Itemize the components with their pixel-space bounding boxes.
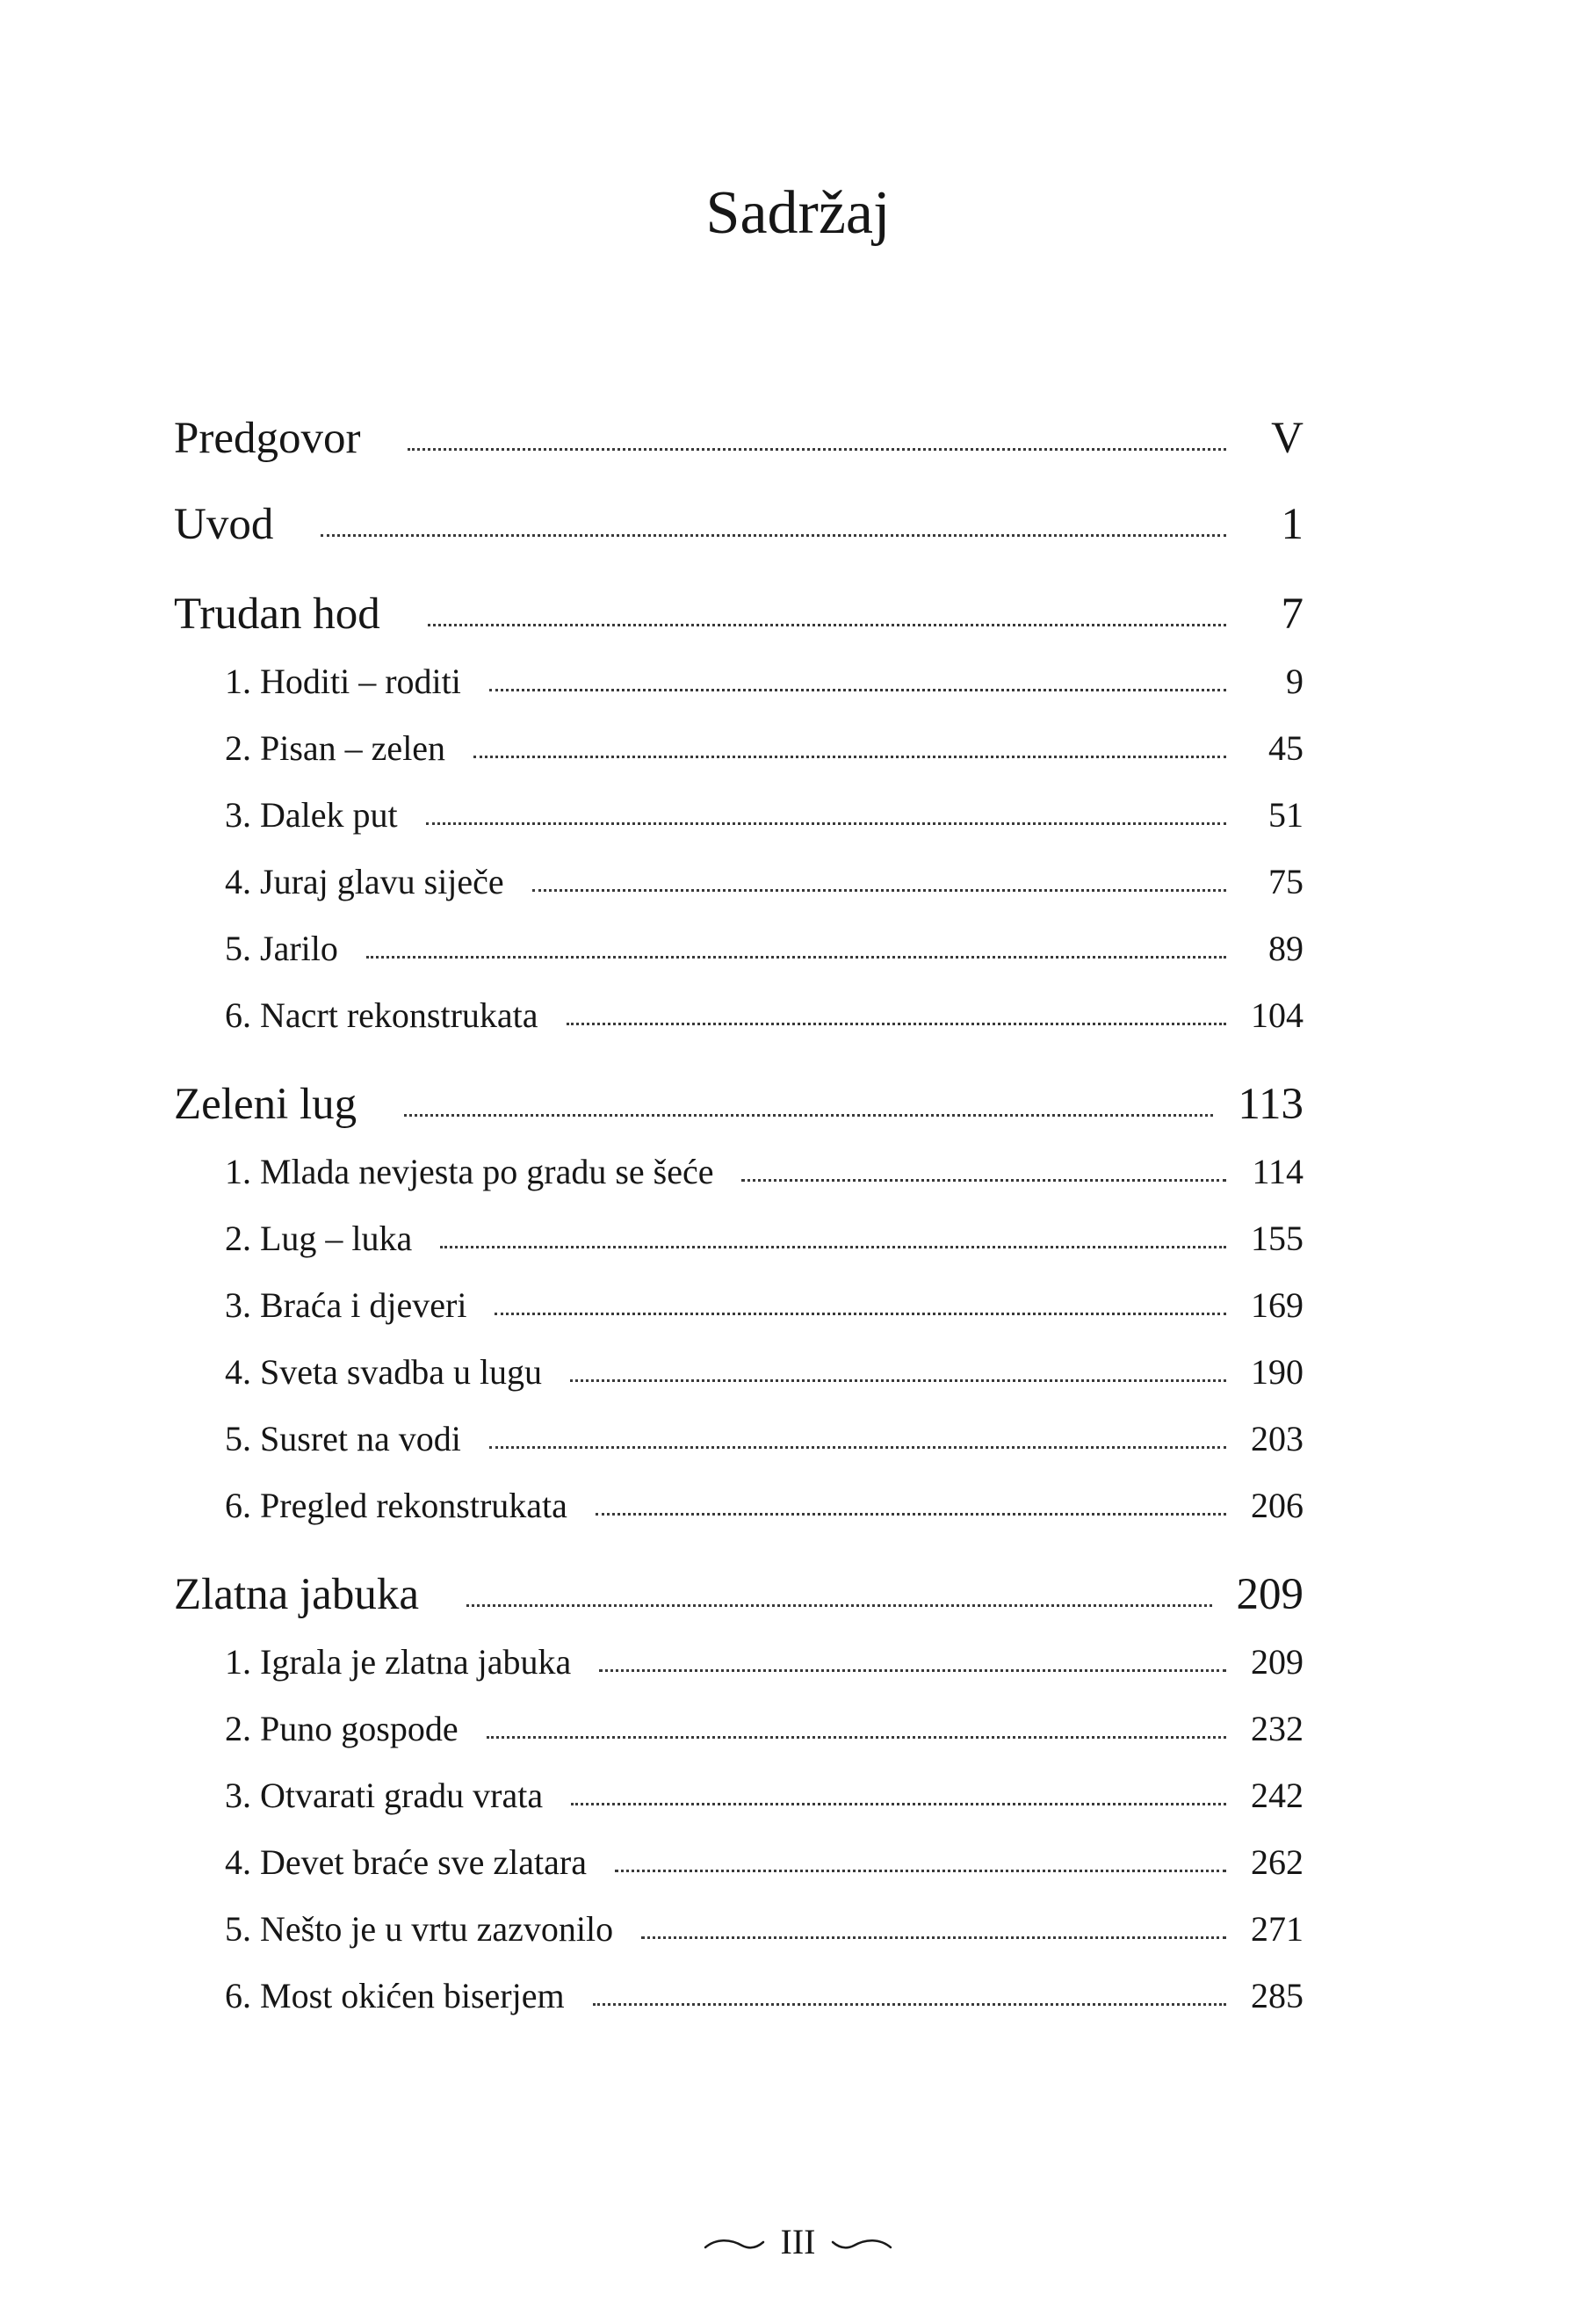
toc-chapter-title: 3. Otvarati gradu vrata	[225, 1776, 544, 1815]
toc-chapter[interactable]	[225, 1775, 1304, 1827]
toc-chapter[interactable]	[225, 1418, 1304, 1471]
toc-chapter[interactable]	[225, 1351, 1304, 1404]
dot-leader	[487, 1736, 1226, 1739]
toc-part-page: 209	[1236, 1570, 1304, 1619]
toc-chapter[interactable]	[225, 995, 1304, 1047]
toc-part-trudan-hod[interactable]	[174, 589, 1304, 650]
tilde-swash-ornament-icon	[831, 2237, 892, 2254]
toc-chapter-title: 4. Devet braće sve zlatara	[225, 1842, 587, 1882]
toc-chapter-title: 1. Igrala je zlatna jabuka	[225, 1642, 572, 1682]
dot-leader	[615, 1870, 1226, 1872]
toc-chapter-title: 4. Juraj glavu siječe	[225, 862, 504, 901]
toc-chapter-page: 89	[1268, 929, 1304, 968]
toc-chapter[interactable]	[225, 727, 1304, 780]
dot-leader	[489, 1446, 1226, 1449]
toc-chapter-page: 155	[1251, 1219, 1304, 1258]
toc-chapter-page: 114	[1252, 1152, 1304, 1191]
dot-leader	[404, 1114, 1213, 1117]
toc-chapter-page: 271	[1251, 1909, 1304, 1949]
toc-chapter[interactable]	[225, 1641, 1304, 1694]
toc-chapter[interactable]	[225, 661, 1304, 713]
toc-chapter[interactable]	[225, 794, 1304, 847]
toc-part-title: Trudan hod	[174, 590, 380, 639]
toc-chapter-page: 232	[1251, 1709, 1304, 1748]
toc-chapter-page: 262	[1251, 1842, 1304, 1882]
toc-entry-title: Uvod	[174, 500, 274, 549]
toc-entry-title: Predgovor	[174, 414, 361, 463]
toc-chapter-title: 5. Nešto je u vrtu zazvonilo	[225, 1909, 614, 1949]
dot-leader	[741, 1179, 1226, 1182]
toc-chapter[interactable]	[225, 1908, 1304, 1961]
toc-chapter[interactable]	[225, 1975, 1304, 2028]
dot-leader	[489, 689, 1226, 691]
toc-chapter-title: 5. Jarilo	[225, 929, 338, 968]
dot-leader	[532, 889, 1226, 892]
toc-part-page: 113	[1238, 1080, 1304, 1129]
toc-entry-page: 1	[1281, 500, 1304, 549]
toc-chapter-title: 3. Braća i djeveri	[225, 1285, 467, 1325]
toc-chapter-title: 5. Susret na vodi	[225, 1419, 461, 1458]
page-number-footer	[0, 2221, 1596, 2262]
toc-chapter-title: 2. Puno gospode	[225, 1709, 459, 1748]
toc-part-zlatna-jabuka[interactable]	[174, 1569, 1304, 1631]
dot-leader	[366, 956, 1226, 959]
toc-chapter[interactable]	[225, 1284, 1304, 1337]
toc-chapter-page: 9	[1286, 662, 1304, 701]
toc-chapter-page: 242	[1251, 1776, 1304, 1815]
dot-leader	[599, 1669, 1226, 1672]
toc-chapter[interactable]	[225, 1218, 1304, 1270]
page-title: Sadržaj	[705, 179, 891, 247]
toc-chapter-page: 51	[1268, 795, 1304, 835]
toc-chapter-page: 169	[1251, 1285, 1304, 1325]
toc-chapter[interactable]	[225, 928, 1304, 980]
page-number: III	[780, 2222, 816, 2261]
toc-chapter-title: 4. Sveta svadba u lugu	[225, 1352, 543, 1392]
toc-chapter-title: 1. Mlada nevjesta po gradu se šeće	[225, 1152, 714, 1191]
dot-leader	[641, 1936, 1226, 1939]
toc-chapter[interactable]	[225, 1485, 1304, 1537]
toc-entry-predgovor[interactable]	[174, 413, 1304, 474]
dot-leader	[495, 1313, 1226, 1315]
dot-leader	[440, 1246, 1226, 1248]
toc-chapter-title: 2. Pisan – zelen	[225, 728, 446, 768]
toc-chapter-title: 1. Hoditi – roditi	[225, 662, 461, 701]
toc-chapter-title: 2. Lug – luka	[225, 1219, 413, 1258]
dot-leader	[428, 624, 1226, 626]
toc-chapter-page: 285	[1251, 1976, 1304, 2015]
toc-part-title: Zlatna jabuka	[174, 1570, 419, 1619]
dot-leader	[596, 1513, 1226, 1516]
toc-chapter-title: 3. Dalek put	[225, 795, 398, 835]
dot-leader	[567, 1023, 1226, 1025]
toc-chapter-page: 75	[1268, 862, 1304, 901]
dot-leader	[571, 1803, 1226, 1805]
toc-chapter[interactable]	[225, 1151, 1304, 1204]
dot-leader	[466, 1604, 1212, 1607]
toc-chapter-title: 6. Pregled rekonstrukata	[225, 1486, 567, 1525]
tilde-swash-ornament-icon	[704, 2237, 765, 2254]
dot-leader	[593, 2003, 1226, 2006]
toc-part-title: Zeleni lug	[174, 1080, 357, 1129]
toc-chapter-title: 6. Most okićen biserjem	[225, 1976, 565, 2015]
toc-chapter[interactable]	[225, 1708, 1304, 1761]
dot-leader	[426, 822, 1226, 825]
dot-leader	[408, 448, 1226, 451]
toc-chapter-title: 6. Nacrt rekonstrukata	[225, 995, 538, 1035]
toc-part-page: 7	[1281, 590, 1304, 639]
dot-leader	[570, 1379, 1226, 1382]
dot-leader	[473, 756, 1226, 758]
toc-chapter-page: 203	[1251, 1419, 1304, 1458]
toc-chapter-page: 190	[1251, 1352, 1304, 1392]
toc-chapter-page: 206	[1251, 1486, 1304, 1525]
dot-leader	[321, 534, 1226, 537]
toc-part-zeleni-lug[interactable]	[174, 1079, 1304, 1140]
toc-entry-uvod[interactable]	[174, 499, 1304, 561]
toc-chapter[interactable]	[225, 1841, 1304, 1894]
toc-entry-page: V	[1271, 414, 1304, 463]
toc-chapter-page: 45	[1268, 728, 1304, 768]
toc-chapter[interactable]	[225, 861, 1304, 914]
toc-chapter-page: 209	[1251, 1642, 1304, 1682]
toc-chapter-page: 104	[1251, 995, 1304, 1035]
